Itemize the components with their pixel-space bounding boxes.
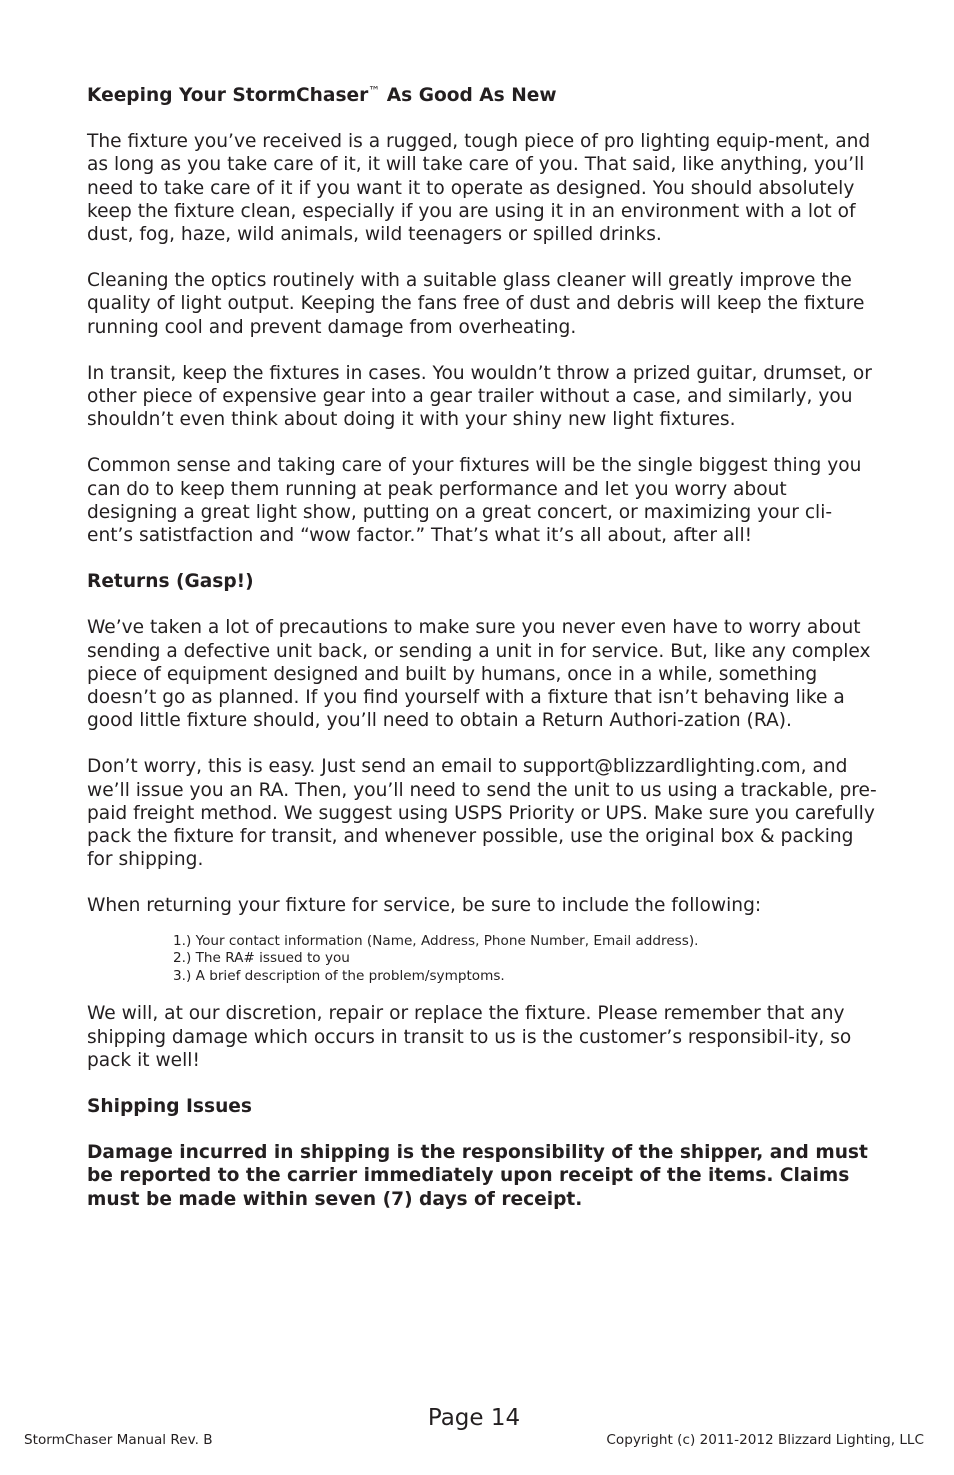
paragraph: In transit, keep the fixtures in cases. You wouldn’t throw a prized guitar, drumset, or other piece of expensive gear into a gear trailer without a case, and similarly, you shouldn’t even think about doing it with your shiny new light fixtures. [87, 362, 872, 431]
paragraph: Common sense and taking care of your fixtures will be the single biggest thing you can do to keep them running at peak performance and let you worry about designing a great light show, putting on a great concert, or maximizing your cli-ent’s satistfaction and “wow factor.” That’s what it’s all about, after all! [87, 455, 862, 547]
footer-manual-rev: StormChaser Manual Rev. B [24, 1432, 213, 1448]
paragraph: We’ve taken a lot of precautions to make sure you never even have to worry about sending a defective unit back, or sending a unit in for service. But, like any complex piece of equipment designed and built by humans, once in a while, something doesn’t go as planned. If you find yourself with a fixture that isn’t behaving like a good little fixture should, you’ll need to obtain a Return Authori-zation (RA). [87, 617, 871, 732]
section-heading-keeping: Keeping Your StormChaser™ As Good As New [87, 84, 557, 106]
paragraph: The fixture you’ve received is a rugged, tough piece of pro lighting equip-ment, and as long as you take care of it, it will take care of you. That said, like anything, you’ll need to take care of it if you want it to operate as designed. You should absolutely keep the fixture clean, especially if you are using it in an environment with a lot of dust, fog, haze, wild animals, wild teenagers or spilled drinks. [87, 131, 871, 246]
paragraph: We will, at our discretion, repair or replace the fixture. Please remember that any shipping damage which occurs in transit to us is the customer’s responsibil-ity, so pack it well! [87, 1003, 852, 1071]
shipping-notice: Damage incurred in shipping is the responsibility of the shipper, and must be reported to the carrier immediately upon receipt of the items. Claims must be made within seven (7) days of receipt. [87, 1142, 868, 1210]
list-item: 1.) Your contact information (Name, Address, Phone Number, Email address). [173, 932, 699, 949]
document-body [87, 84, 877, 1234]
paragraph: Cleaning the optics routinely with a suitable glass cleaner will greatly improve the quality of light output. Keeping the fans free of dust and debris will keep the fixture running cool and prevent damage from overheating. [87, 270, 865, 338]
list-item: 3.) A brief description of the problem/symptoms. [173, 967, 505, 984]
list-item: 2.) The RA# issued to you [173, 950, 350, 967]
section-heading-returns: Returns (Gasp!) [87, 571, 254, 593]
return-items-list [173, 933, 877, 986]
section-heading-shipping: Shipping Issues [87, 1096, 252, 1118]
paragraph: Don’t worry, this is easy. Just send an email to support@blizzardlighting.com, and we’ll issue you an RA. Then, you’ll need to send the unit to us using a trackable, pre-paid freight method. We suggest using USPS Priority or UPS. Make sure you carefully pack the fixture for transit, and whenever possible, use the original box & packing for shipping. [87, 756, 877, 871]
footer-copyright: Copyright (c) 2011-2012 Blizzard Lighting, LLC [606, 1432, 924, 1448]
page-number: Page 14 [427, 1405, 521, 1431]
paragraph: When returning your fixture for service, be sure to include the following: [87, 895, 762, 917]
trademark-symbol: ™ [368, 84, 381, 98]
